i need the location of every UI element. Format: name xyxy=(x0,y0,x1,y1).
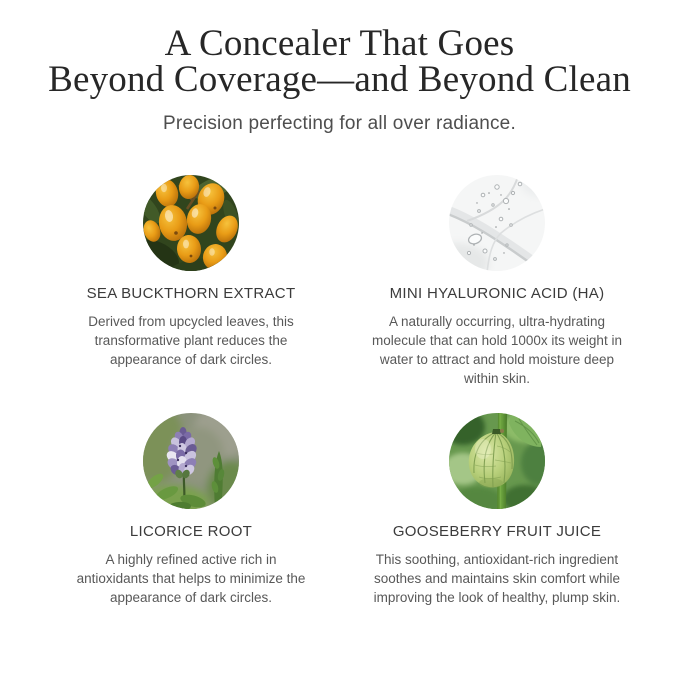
ingredient-grid xyxy=(38,175,650,607)
clear-gel-illustration xyxy=(449,175,545,271)
ingredient-description: This soothing, antioxidant-rich ingredient soothes and maintains skin comfort while improving the look of healthy, plump skin. xyxy=(373,552,621,605)
ingredient-card-hyaluronic-acid xyxy=(344,175,650,388)
ingredient-card-sea-buckthorn xyxy=(38,175,344,388)
ingredient-card-licorice-root xyxy=(38,413,344,607)
hyaluronic-gel-photo xyxy=(449,175,545,271)
page-subtitle: Precision perfecting for all over radiance. xyxy=(163,113,516,134)
title-line-2: Beyond Coverage—and Beyond Clean xyxy=(48,59,631,100)
gooseberry-husk-illustration xyxy=(449,413,545,509)
header xyxy=(0,0,679,135)
ingredient-name: SEA BUCKTHORN EXTRACT xyxy=(86,285,296,302)
page-title xyxy=(0,23,679,100)
ingredient-name: LICORICE ROOT xyxy=(129,523,253,540)
ingredient-description: A highly refined active rich in antioxidants that helps to minimize the appearance of dark circles. xyxy=(76,552,306,605)
licorice-flower-illustration xyxy=(143,413,239,509)
licorice-root-photo xyxy=(143,413,239,509)
sea-buckthorn-berries-illustration xyxy=(143,175,239,271)
sea-buckthorn-photo xyxy=(143,175,239,271)
ingredient-card-gooseberry xyxy=(344,413,650,607)
ingredient-description: Derived from upcycled leaves, this transformative plant reduces the appearance of dark circles. xyxy=(88,314,294,367)
ingredient-description: A naturally occurring, ultra-hydrating molecule that can hold 1000x its weight in water to attract and hold moisture deep within skin. xyxy=(372,314,622,386)
title-line-1: A Concealer That Goes xyxy=(164,23,515,64)
gooseberry-photo xyxy=(449,413,545,509)
ingredient-name: GOOSEBERRY FRUIT JUICE xyxy=(392,523,602,540)
ingredient-name: MINI HYALURONIC ACID (HA) xyxy=(389,285,605,302)
